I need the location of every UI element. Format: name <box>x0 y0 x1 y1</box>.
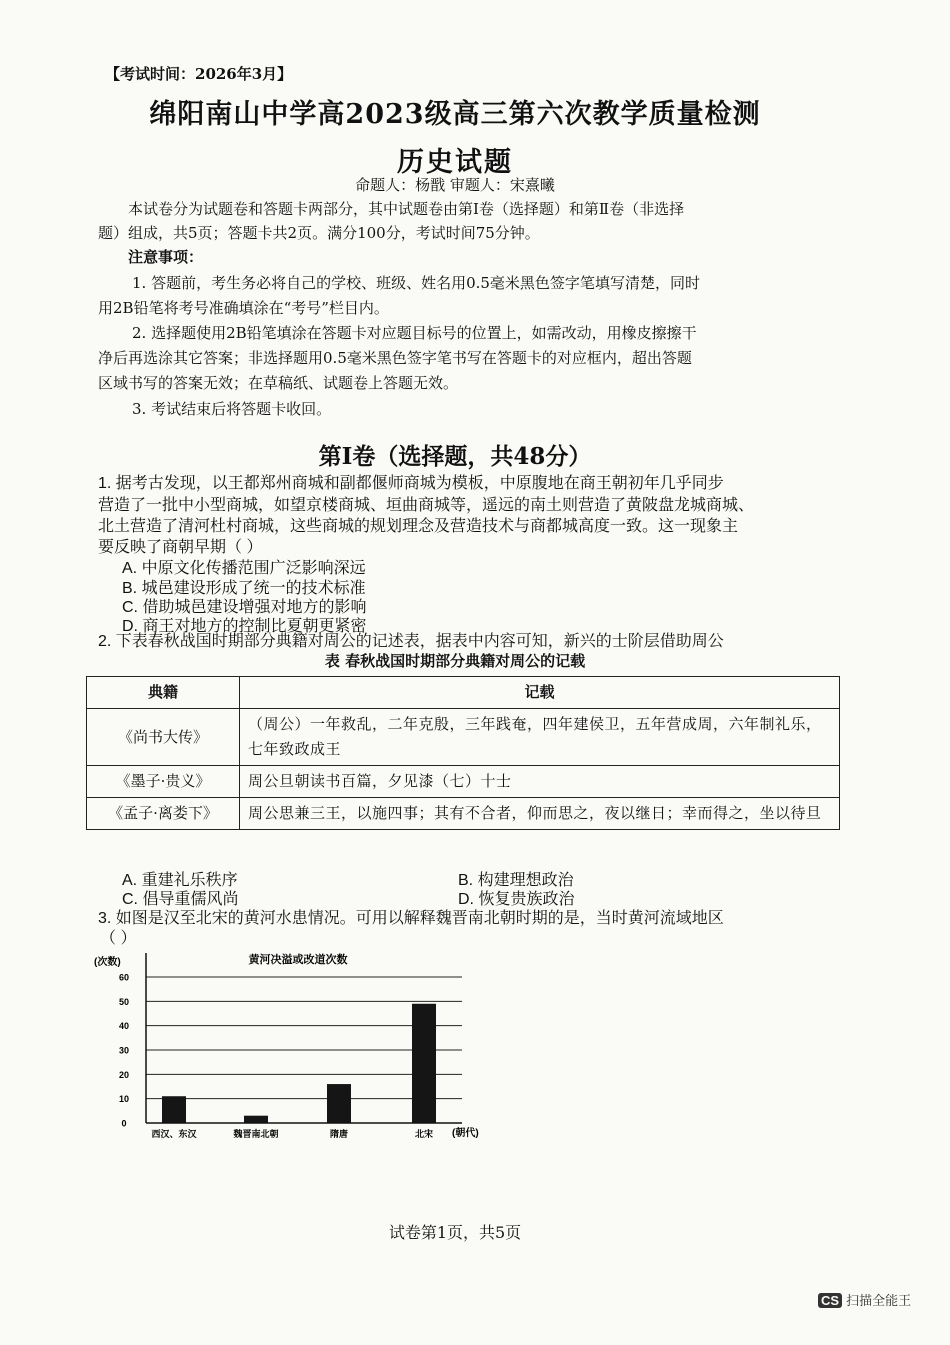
scanner-text: 扫描全能王 <box>846 1293 912 1308</box>
subject-title: 历史试题 <box>397 147 513 178</box>
x-tick-label: 西汉、东汉 <box>151 1129 197 1139</box>
records-table <box>86 676 840 830</box>
y-tick-label: 10 <box>118 1094 130 1105</box>
y-tick-label: 30 <box>118 1045 130 1056</box>
question-1-text: 要反映了商朝早期（ ） <box>98 539 263 556</box>
x-tick-labels <box>151 1128 433 1139</box>
table-row <box>87 709 840 766</box>
question-1-text: 1. 据考古发现，以王都郑州商城和副都偃师商城为模板，中原腹地在商王朝初年几乎同步 <box>98 475 724 492</box>
section-title: 第Ⅰ卷（选择题，共48分） <box>318 443 592 470</box>
authors-line: 命题人：杨戬 审题人：宋熹曦 <box>355 176 555 194</box>
chart-title: 黄河决溢或改道次数 <box>248 954 348 966</box>
option-d: D. 商王对地方的控制比夏朝更紧密 <box>122 618 367 635</box>
option-a: A. 中原文化传播范围广泛影响深远 <box>122 560 366 577</box>
table-cell-book: 《墨子·贵义》 <box>87 766 240 798</box>
table-header: 典籍 <box>87 677 240 709</box>
notice-item: 1. 答题前，考生务必将自己的学校、班级、姓名用0.5毫米黑色签字笔填写清楚，同时 <box>132 274 700 292</box>
x-tick-label: 隋唐 <box>329 1129 349 1139</box>
table-row <box>87 798 840 830</box>
table-cell-record: 周公思兼三王，以施四事；其有不合者，仰而思之，夜以继日；幸而得之，坐以待旦 <box>240 798 840 830</box>
x-tick-label: 魏晋南北朝 <box>233 1129 279 1139</box>
notice-item: 净后再选涂其它答案；非选择题用0.5毫米黑色签字笔书写在答题卡的对应框内，超出答题 <box>98 349 692 367</box>
x-tick-label: 北宋 <box>414 1129 434 1139</box>
question-1-text: 北土营造了清河杜村商城，这些商城的规划理念及营造技术与商都城高度一致。这一现象主 <box>98 518 739 535</box>
option-b: B. 构建理想政治 <box>458 872 574 889</box>
bar <box>162 1096 186 1123</box>
page-footer: 试卷第1页，共5页 <box>388 1223 522 1242</box>
notice-item: 3. 考试结束后将答题卡收回。 <box>132 400 332 418</box>
notice-item: 用2B铅笔将考号准确填涂在“考号”栏目内。 <box>98 299 389 317</box>
y-tick-labels <box>119 973 129 1129</box>
question-1-text: 营造了一批中小型商城，如望京楼商城、垣曲商城等，遥远的南土则营造了黄陂盘龙城商城、 <box>98 497 755 514</box>
table-header-row <box>87 677 840 709</box>
bars <box>162 1004 436 1123</box>
scanner-watermark <box>818 1290 911 1309</box>
table-cell-book: 《孟子·离娄下》 <box>87 798 240 830</box>
y-tick-label: 60 <box>118 972 130 983</box>
x-axis-label: (朝代) <box>452 1128 479 1139</box>
question-3-text: （ ） <box>100 930 137 947</box>
intro-line: 本试卷分为试题卷和答题卡两部分，其中试题卷由第Ⅰ卷（选择题）和第Ⅱ卷（非选择 <box>128 200 685 218</box>
option-b: B. 城邑建设形成了统一的技术标准 <box>122 580 366 597</box>
table-cell-record: 周公旦朝读书百篇，夕见漆（七）十士 <box>240 766 840 798</box>
table-cell-book: 《尚书大传》 <box>87 709 240 766</box>
intro-line: 题）组成，共5页；答题卡共2页。满分100分，考试时间75分钟。 <box>98 224 540 242</box>
option-c: C. 借助城邑建设增强对地方的影响 <box>122 599 367 616</box>
question-2-text: 2. 下表春秋战国时期部分典籍对周公的记述表，据表中内容可知，新兴的士阶层借助周公 <box>98 633 724 650</box>
bar <box>327 1084 351 1123</box>
option-d: D. 恢复贵族政治 <box>458 891 575 908</box>
bar <box>412 1004 436 1123</box>
table-header: 记载 <box>240 677 840 709</box>
y-tick-label: 50 <box>118 996 130 1007</box>
y-axis-label: (次数) <box>94 957 121 968</box>
option-a: A. 重建礼乐秩序 <box>122 872 238 889</box>
notice-title: 注意事项： <box>128 248 204 266</box>
notice-item: 2. 选择题使用2B铅笔填涂在答题卡对应题目标号的位置上，如需改动，用橡皮擦擦干 <box>132 324 697 342</box>
bar <box>244 1116 268 1123</box>
option-c: C. 倡导重儒风尚 <box>122 891 239 908</box>
y-tick-label: 20 <box>118 1069 130 1080</box>
flood-bar-chart <box>90 945 510 1150</box>
y-tick-label: 40 <box>118 1021 130 1032</box>
question-3-text: 3. 如图是汉至北宋的黄河水患情况。可用以解释魏晋南北朝时期的是，当时黄河流域地区 <box>98 910 724 927</box>
table-cell-record: （周公）一年救乱，二年克殷，三年践奄，四年建侯卫，五年营成周，六年制礼乐，七年致政成王 <box>240 709 840 766</box>
y-tick-label: 0 <box>121 1118 127 1129</box>
exam-time: 【考试时间：2026年3月】 <box>105 65 293 83</box>
scanner-logo: CS <box>818 1293 842 1308</box>
notice-item: 区域书写的答案无效；在草稿纸、试题卷上答题无效。 <box>98 374 459 392</box>
table-caption: 表 春秋战国时期部分典籍对周公的记载 <box>324 652 586 670</box>
table-row <box>87 766 840 798</box>
school-title: 绵阳南山中学高2023级高三第六次教学质量检测 <box>149 99 761 130</box>
